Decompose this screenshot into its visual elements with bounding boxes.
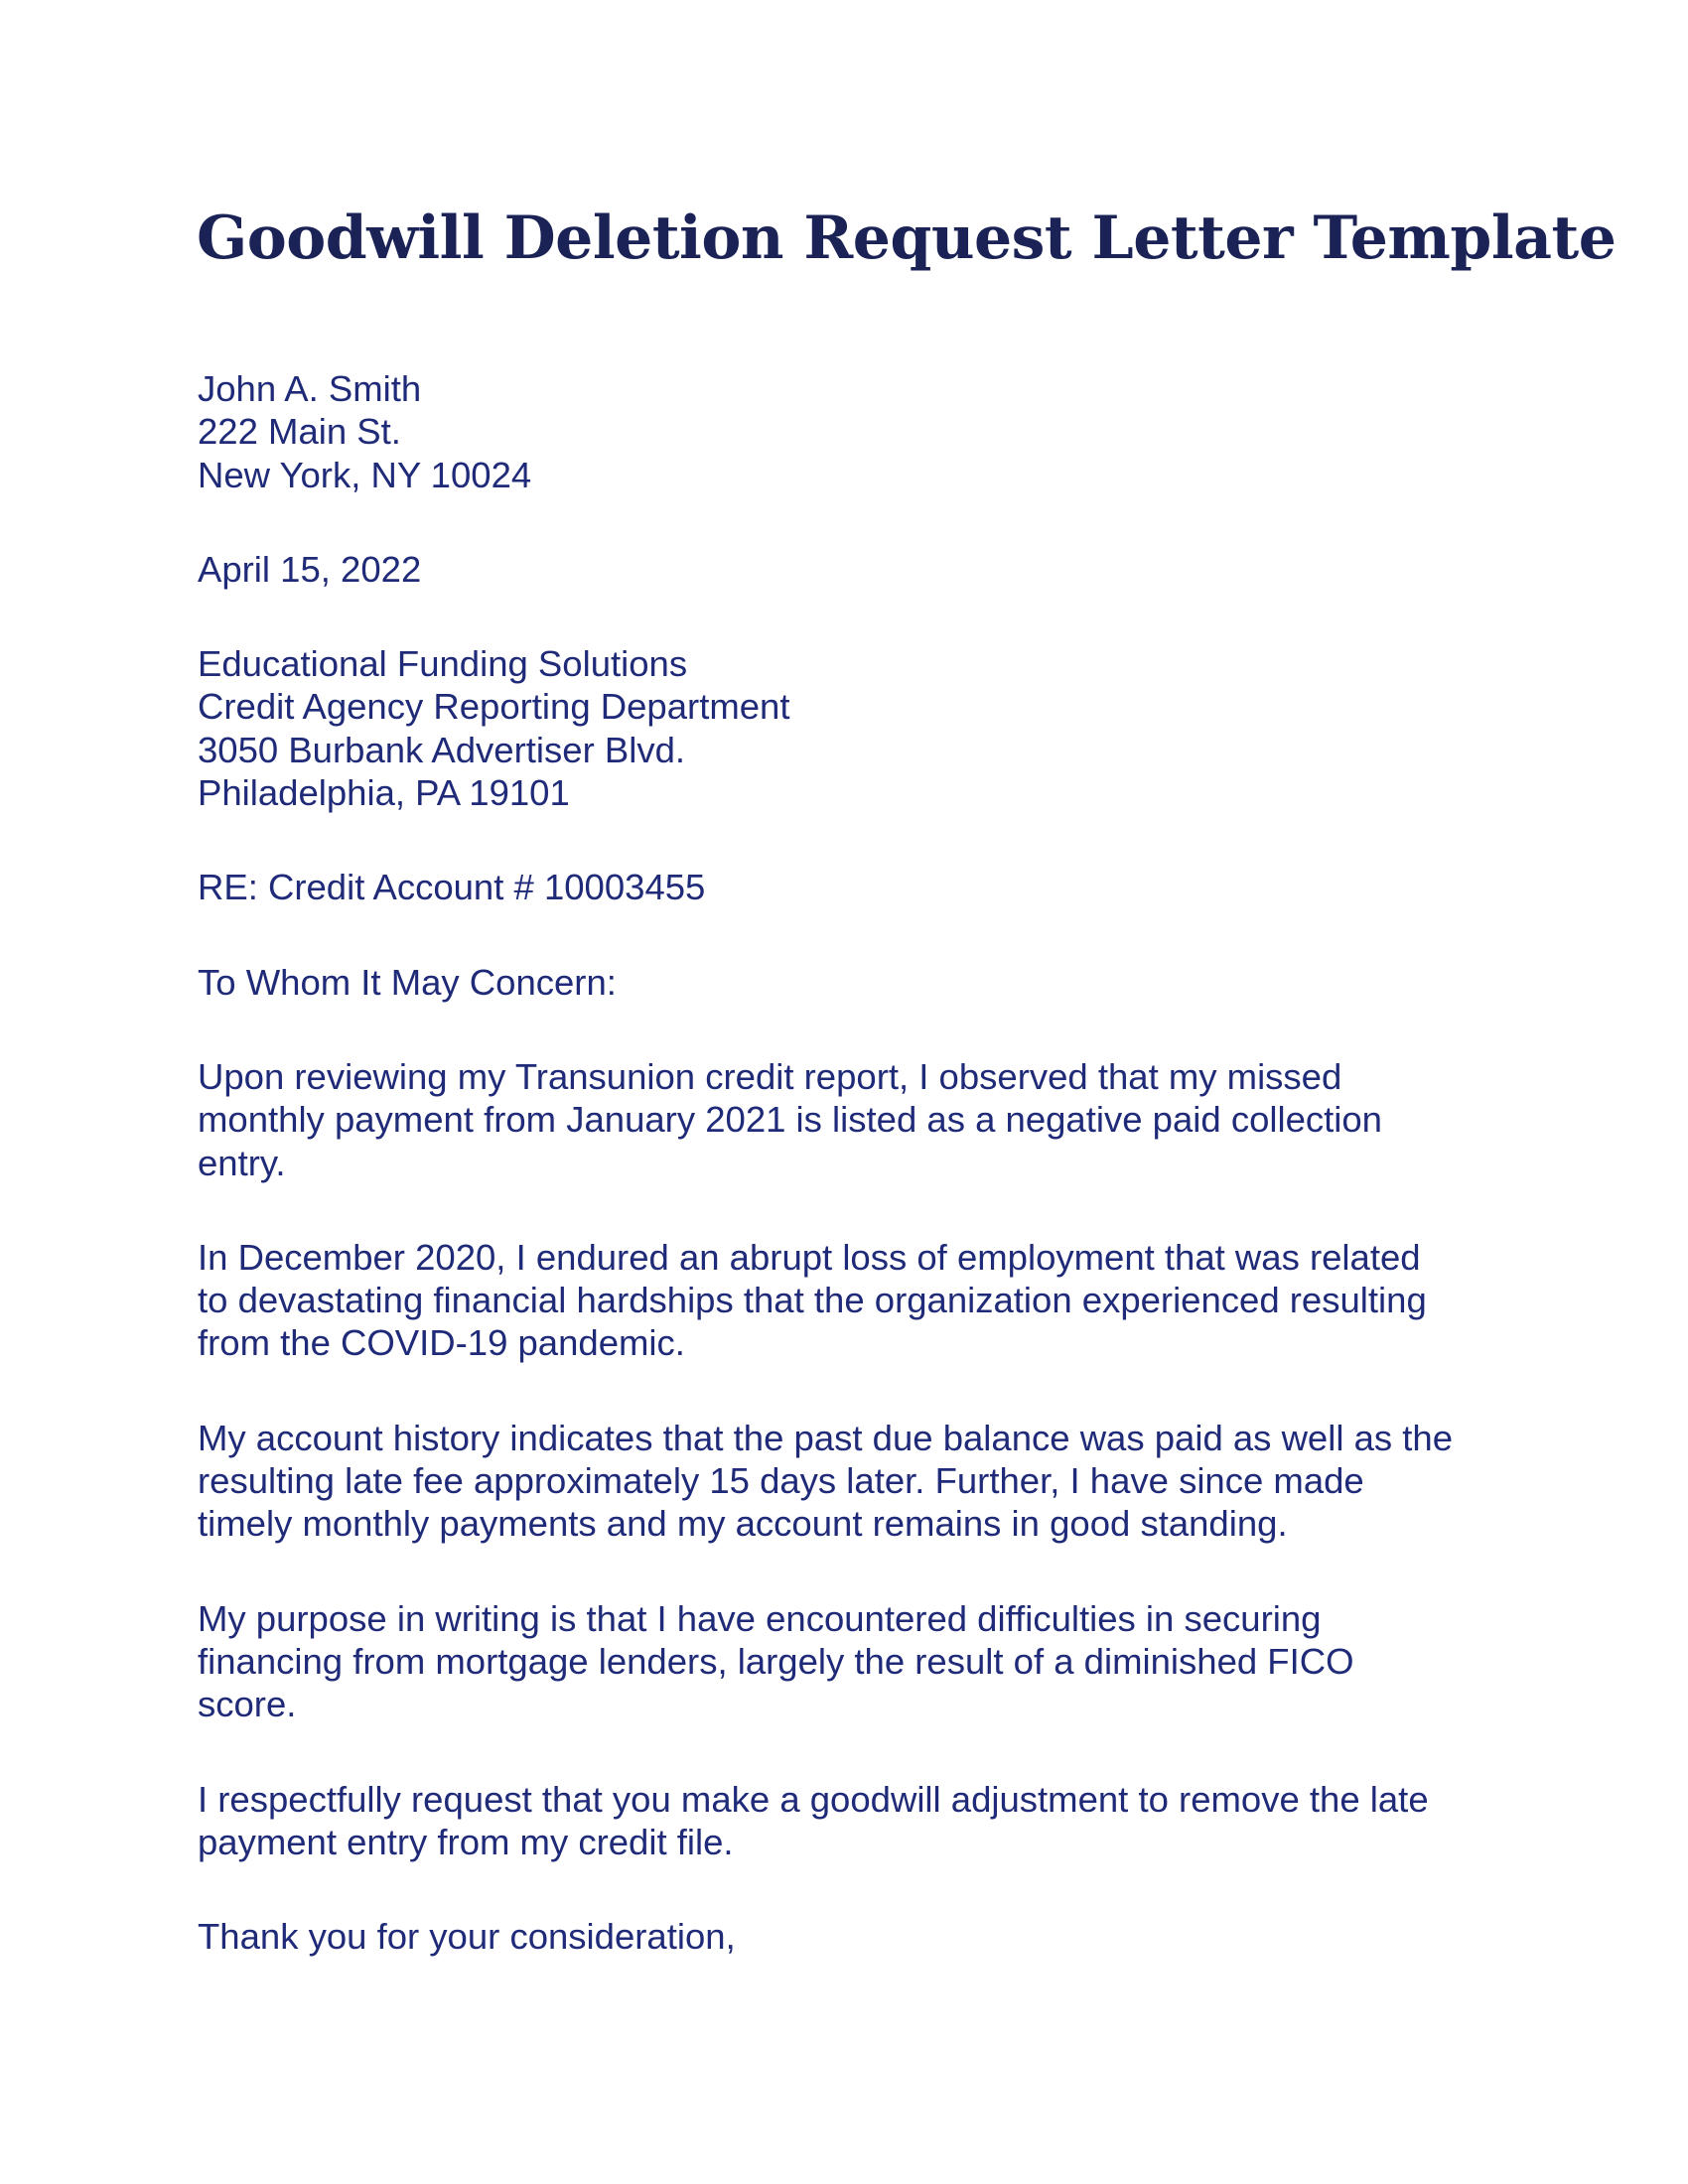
paragraph-line: entry. — [198, 1142, 286, 1183]
paragraph-line: to devastating financial hardships that the organization experienced resulting — [198, 1280, 1427, 1321]
sender-city-state-zip: New York, NY 10024 — [198, 454, 532, 495]
sender-name: John A. Smith — [198, 368, 422, 409]
closing-block — [198, 1915, 1518, 1958]
paragraph-line: monthly payment from January 2021 is listed as a negative paid collection — [198, 1099, 1382, 1141]
paragraph-line: My purpose in writing is that I have encountered difficulties in securing — [198, 1597, 1322, 1639]
paragraph-credit-report — [198, 1055, 1518, 1184]
paragraph-line: Upon reviewing my Transunion credit report, I observed that my missed — [198, 1055, 1342, 1097]
paragraph-hardship — [198, 1236, 1518, 1365]
salutation-block — [198, 961, 1518, 1004]
recipient-department: Credit Agency Reporting Department — [198, 686, 790, 728]
paragraph-account-history — [198, 1417, 1518, 1546]
salutation: To Whom It May Concern: — [198, 961, 617, 1003]
sender-street: 222 Main St. — [198, 411, 401, 453]
paragraph-line: payment entry from my credit file. — [198, 1821, 734, 1862]
paragraph-line: In December 2020, I endured an abrupt loss of employment that was related — [198, 1236, 1421, 1278]
reference-line: RE: Credit Account # 10003455 — [198, 867, 706, 908]
paragraph-line: from the COVID-19 pandemic. — [198, 1322, 685, 1364]
paragraph-purpose — [198, 1597, 1518, 1726]
paragraph-line: resulting late fee approximately 15 days later. Further, I have since made — [198, 1460, 1364, 1502]
paragraph-line: My account history indicates that the past due balance was paid as well as the — [198, 1417, 1454, 1458]
sender-address — [198, 367, 1518, 496]
recipient-address — [198, 642, 1518, 814]
reference-block — [198, 866, 1518, 908]
document-title: Goodwill Deletion Request Letter Template — [197, 204, 1617, 273]
recipient-company: Educational Funding Solutions — [198, 643, 688, 685]
closing-line: Thank you for your consideration, — [198, 1916, 736, 1958]
recipient-street: 3050 Burbank Advertiser Blvd. — [198, 729, 686, 770]
letter-body — [198, 367, 1518, 2009]
paragraph-line: financing from mortgage lenders, largely the result of a diminished FICO — [198, 1640, 1354, 1682]
paragraph-request — [198, 1778, 1518, 1864]
letter-date-block — [198, 548, 1518, 591]
letter-date: April 15, 2022 — [198, 548, 422, 590]
recipient-city-state-zip: Philadelphia, PA 19101 — [198, 772, 570, 814]
paragraph-line: timely monthly payments and my account remains in good standing. — [198, 1503, 1288, 1545]
paragraph-line: I respectfully request that you make a goodwill adjustment to remove the late — [198, 1778, 1429, 1820]
paragraph-line: score. — [198, 1684, 297, 1725]
